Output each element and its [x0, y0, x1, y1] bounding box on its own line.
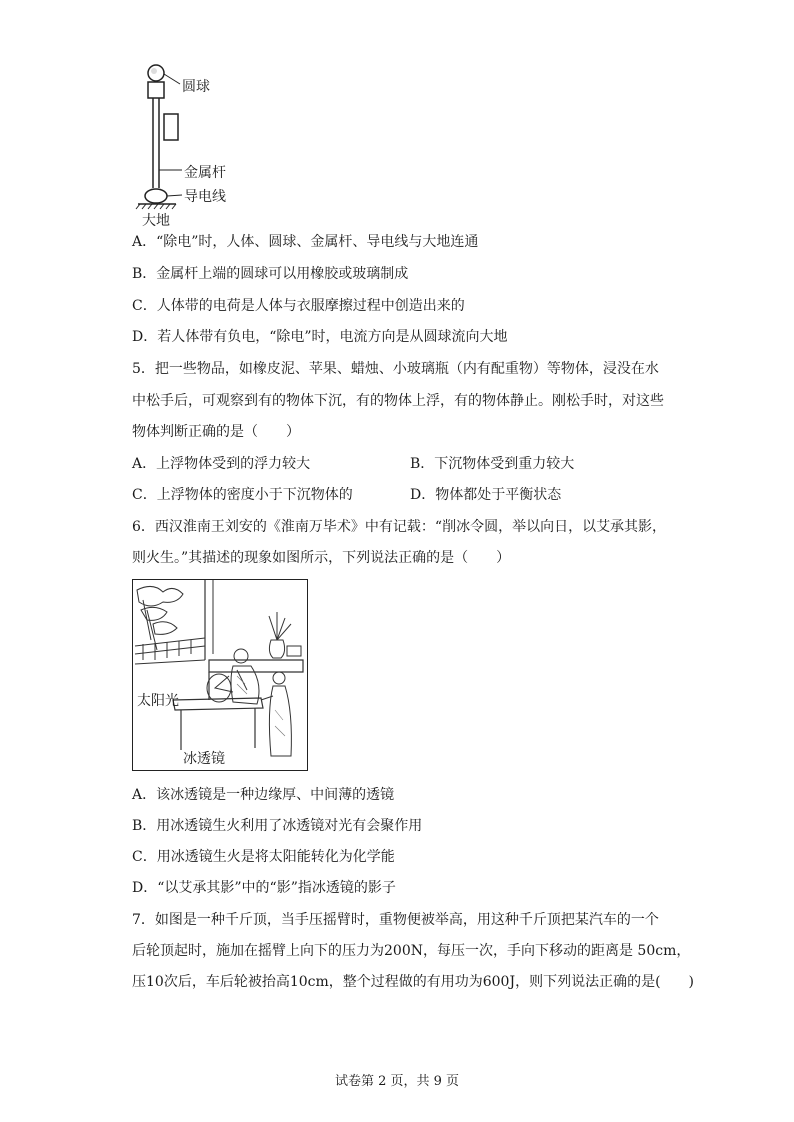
page-footer: 试卷第 2 页，共 9 页 — [334, 1074, 460, 1089]
label-ball: 圆球 — [182, 79, 210, 95]
q5-option-c[interactable]: C．上浮物体的密度小于下沉物体的 — [132, 487, 353, 503]
q6-option-d[interactable]: D．“以艾承其影”中的“影”指冰透镜的影子 — [132, 880, 396, 896]
q5-stem-line2: 中松手后，可观察到有的物体下沉，有的物体上浮，有的物体静止。刚松手时，对这些 — [132, 393, 664, 409]
label-rod: 金属杆 — [184, 165, 226, 181]
q5-stem-line1: 5．把一些物品，如橡皮泥、苹果、蜡烛、小玻璃瓶（内有配重物）等物体，浸没在水 — [132, 361, 659, 377]
q4-option-a[interactable]: A．“除电”时，人体、圆球、金属杆、导电线与大地连通 — [132, 234, 479, 250]
q5-option-b[interactable]: B．下沉物体受到重力较大 — [410, 456, 575, 472]
q4-option-b[interactable]: B．金属杆上端的圆球可以用橡胶或玻璃制成 — [132, 266, 409, 282]
q7-stem-line3: 压10次后，车后轮被抬高10cm，整个过程做的有用功为600J，则下列说法正确的是( ) — [132, 974, 695, 990]
ice-lens-illustration — [132, 579, 308, 771]
q5-stem-line3: 物体判断正确的是（ ） — [132, 424, 300, 440]
q5-option-d[interactable]: D．物体都处于平衡状态 — [410, 487, 562, 503]
q6-option-b[interactable]: B．用冰透镜生火利用了冰透镜对光有会聚作用 — [132, 818, 423, 834]
label-sunlight: 太阳光 — [137, 693, 179, 709]
q6-option-c[interactable]: C．用冰透镜生火是将太阳能转化为化学能 — [132, 849, 395, 865]
label-ground: 大地 — [142, 213, 170, 229]
q7-stem-line2: 后轮顶起时，施加在摇臂上向下的压力为200N，每压一次，手向下移动的距离是 50cm， — [132, 943, 691, 959]
q5-option-a[interactable]: A．上浮物体受到的浮力较大 — [132, 456, 311, 472]
q6-stem-line2: 则火生。”其描述的现象如图所示，下列说法正确的是（ ） — [132, 550, 511, 566]
ice-lens-drawing — [133, 580, 306, 769]
discharge-rod-figure — [130, 58, 270, 228]
q6-option-a[interactable]: A．该冰透镜是一种边缘厚、中间薄的透镜 — [132, 787, 395, 803]
label-wire: 导电线 — [184, 189, 226, 205]
q4-option-c[interactable]: C．人体带的电荷是人体与衣服摩擦过程中创造出来的 — [132, 298, 465, 314]
q7-stem-line1: 7．如图是一种千斤顶，当手压摇臂时，重物便被举高，用这种千斤顶把某汽车的一个 — [132, 912, 659, 928]
q6-stem-line1: 6．西汉淮南王刘安的《淮南万毕术》中有记载：“削冰令圆，举以向日，以艾承其影， — [132, 519, 667, 535]
q4-option-d[interactable]: D．若人体带有负电，“除电”时，电流方向是从圆球流向大地 — [132, 329, 508, 345]
label-ice-lens: 冰透镜 — [183, 751, 225, 767]
